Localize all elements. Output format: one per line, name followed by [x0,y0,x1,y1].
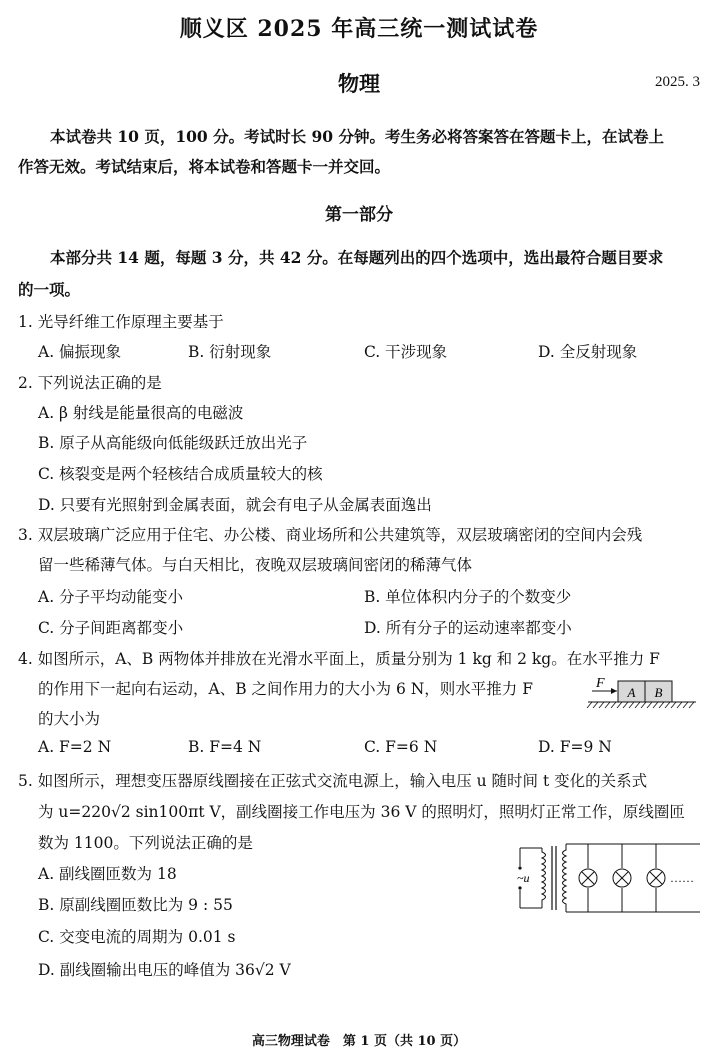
q4-block-b-label: B [654,685,663,700]
question-1-stem: 1. 光导纤维工作原理主要基于 [18,313,224,331]
exam-title: 顺义区 2025 年高三统一测试试卷 [179,16,539,42]
q3-option-a: A. 分子平均动能变小 [38,588,184,606]
q2-option-a: A. β 射线是能量很高的电磁波 [38,404,244,422]
q4-option-c: C. F=6 N [364,738,438,756]
q4-option-a: A. F=2 N [38,738,112,756]
q4-blocks-figure [584,672,700,712]
exam-date: 2025. 3 [655,74,700,90]
question-2-stem: 2. 下列说法正确的是 [18,374,162,392]
q4-block-a-label: A [627,685,636,700]
q5-transformer-figure [512,836,704,920]
subject-title: 物理 [338,71,380,96]
q5-option-d: D. 副线圈输出电压的峰值为 36√2 V [38,961,291,979]
q1-option-c: C. 干涉现象 [364,343,448,361]
page-footer: 高三物理试卷 第 1 页（共 10 页） [251,1034,467,1049]
question-4-stem-line-3: 的大小为 [38,710,101,728]
q1-option-a: A. 偏振现象 [38,343,122,361]
q1-option-d: D. 全反射现象 [538,343,638,361]
q1-option-b: B. 衍射现象 [188,343,272,361]
question-4-stem-line-2: 的作用下一起向右运动，A、B 之间作用力的大小为 6 N，则水平推力 F [38,680,533,698]
part-intro-line-2: 的一项。 [18,280,81,299]
q2-option-d: D. 只要有光照射到金属表面，就会有电子从金属表面逸出 [38,496,432,514]
q4-option-d: D. F=9 N [538,738,612,756]
q4-force-label: F [596,676,605,691]
q5-option-c: C. 交变电流的周期为 0.01 s [38,928,236,946]
q3-option-c: C. 分子间距离都变小 [38,619,184,637]
q2-option-b: B. 原子从高能级向低能级跃迁放出光子 [38,434,308,452]
question-5-stem-line-2: 为 u=220√2 sin100πt V，副线圈接工作电压为 36 V 的照明灯，照明灯正常工作，原线圈匝 [38,803,685,821]
part-heading: 第一部分 [325,205,393,225]
q5-option-a: A. 副线圈匝数为 18 [38,865,177,883]
q5-source-label: ~u [517,871,530,885]
q3-option-b: B. 单位体积内分子的个数变少 [364,588,572,606]
question-5-stem-line-3: 数为 1100。下列说法正确的是 [38,834,253,852]
q5-ellipsis: …… [670,871,694,885]
q4-option-b: B. F=4 N [188,738,262,756]
instructions-line-1: 本试卷共 10 页，100 分。考试时长 90 分钟。考生务必将答案答在答题卡上，在试卷上 [50,127,664,146]
question-3-stem-line-1: 3. 双层玻璃广泛应用于住宅、办公楼、商业场所和公共建筑等，双层玻璃密闭的空间内会残 [18,526,643,544]
question-4-stem-line-1: 4. 如图所示，A、B 两物体并排放在光滑水平面上，质量分别为 1 kg 和 2 kg。在水平推力 F [18,650,660,668]
q2-option-c: C. 核裂变是两个轻核结合成质量较大的核 [38,465,323,483]
question-5-stem-line-1: 5. 如图所示，理想变压器原线圈接在正弦式交流电源上，输入电压 u 随时间 t 变化的关系式 [18,772,648,790]
instructions-line-2: 作答无效。考试结束后，将本试卷和答题卡一并交回。 [18,157,391,176]
q3-option-d: D. 所有分子的运动速率都变小 [364,619,572,637]
q5-option-b: B. 原副线圈匝数比为 9 : 55 [38,896,233,914]
question-3-stem-line-2: 留一些稀薄气体。与白天相比，夜晚双层玻璃间密闭的稀薄气体 [38,556,473,574]
part-intro-line-1: 本部分共 14 题，每题 3 分，共 42 分。在每题列出的四个选项中，选出最符合题目要求 [50,248,664,267]
